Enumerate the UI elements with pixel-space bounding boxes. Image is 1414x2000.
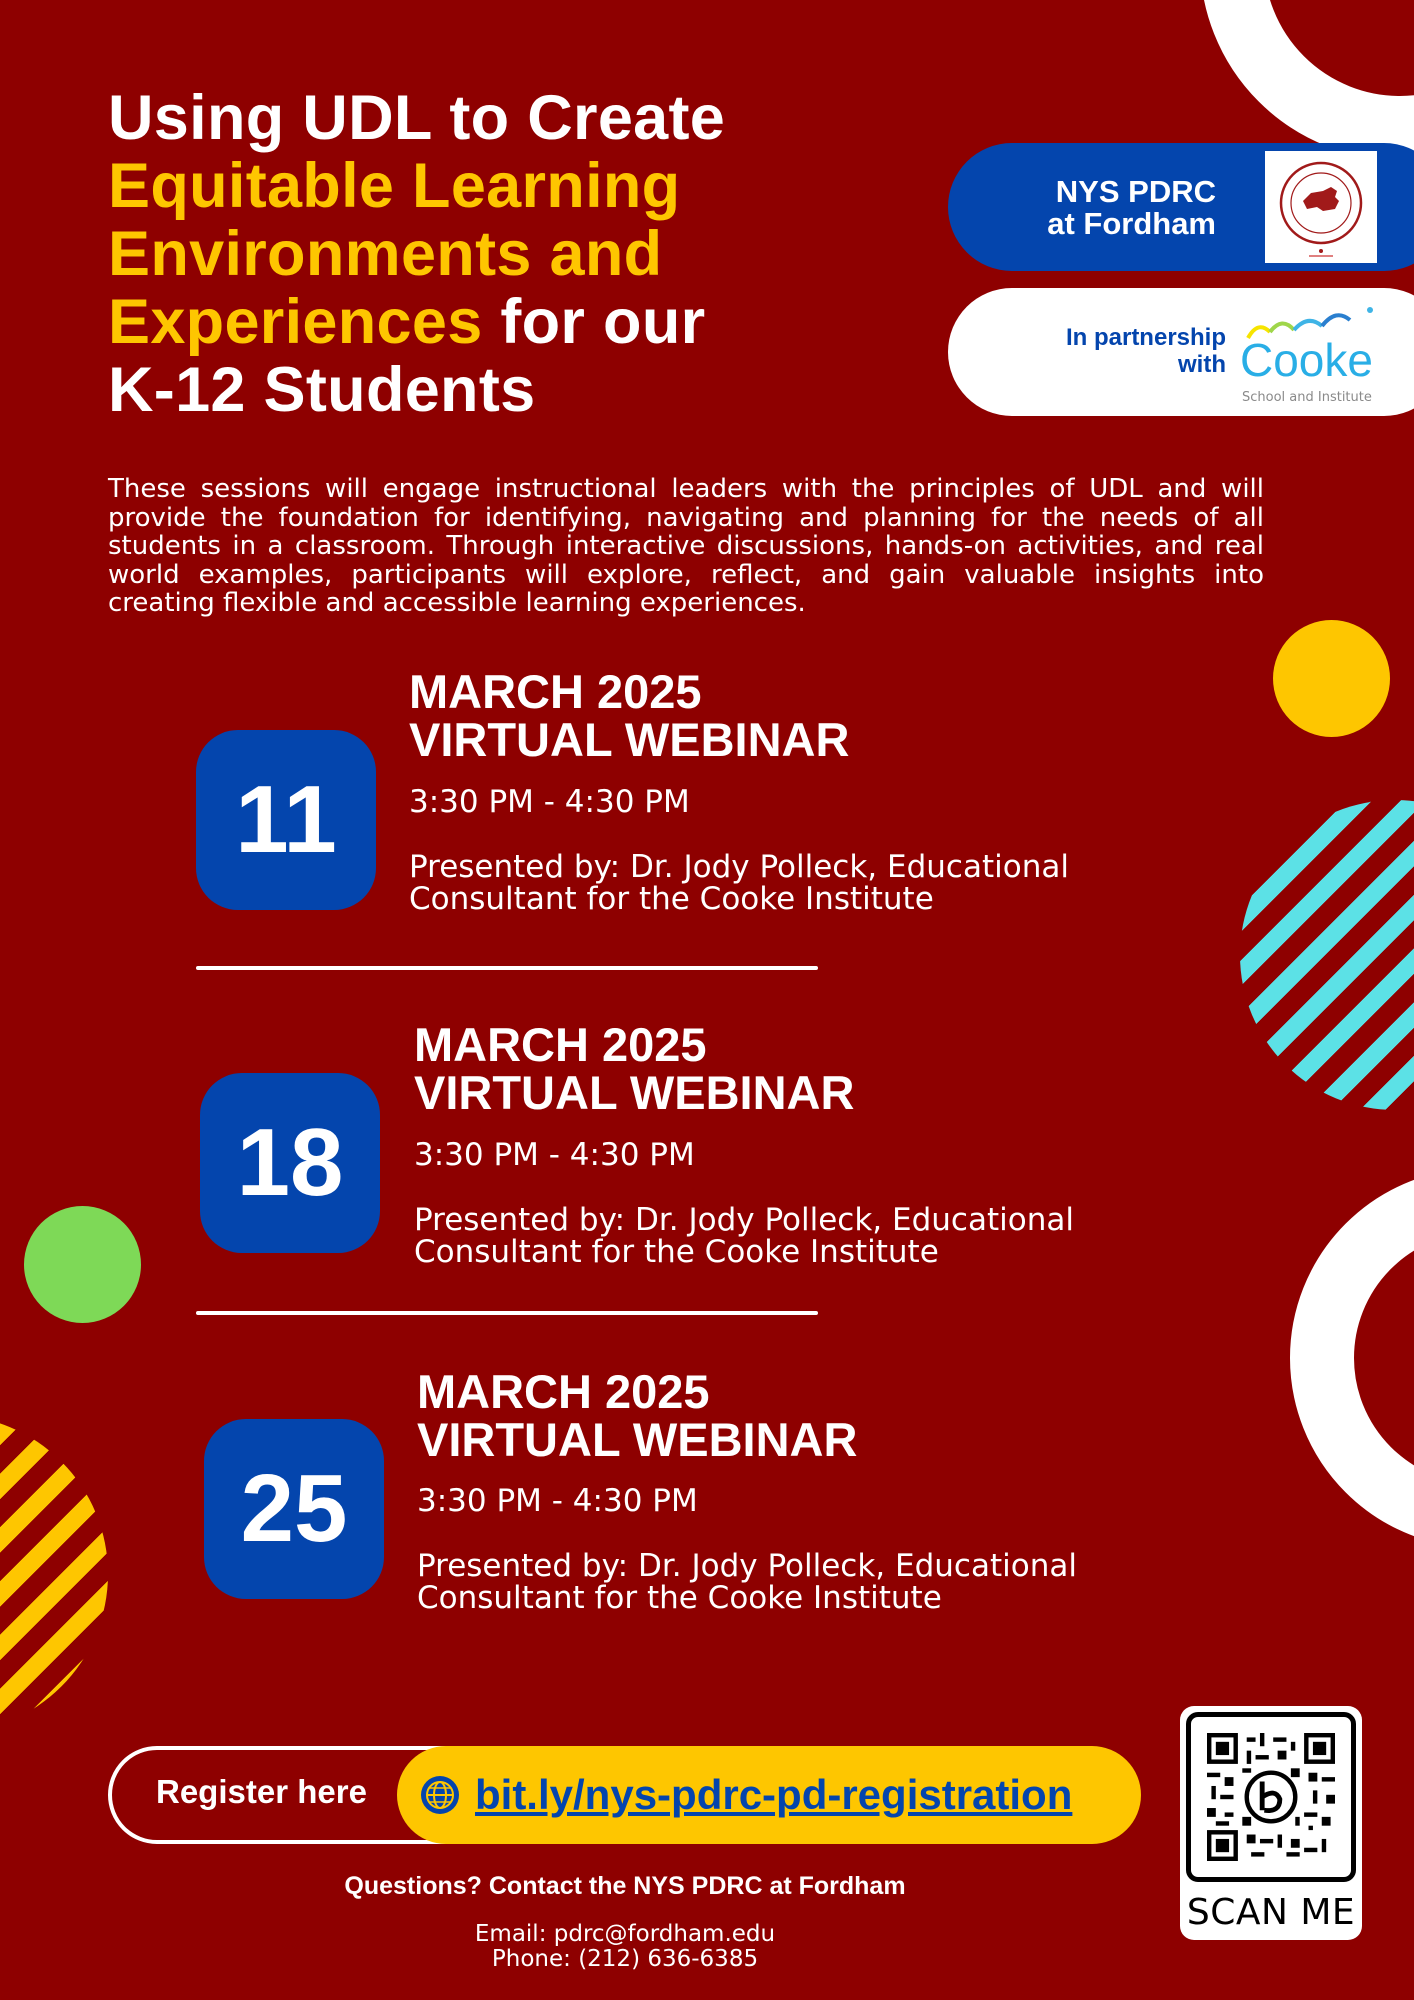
session-month: MARCH 2025 — [417, 1365, 710, 1418]
title-line-2: Equitable Learning — [108, 151, 681, 221]
org-name-line-1: NYS PDRC — [1055, 174, 1216, 209]
qr-card[interactable] — [1180, 1706, 1362, 1940]
contact-email[interactable]: Email: pdrc@fordham.edu — [474, 1921, 776, 1947]
session-heading — [417, 1365, 858, 1466]
partner-line-1: In partnership — [1065, 324, 1226, 351]
session-time: 3:30 PM - 4:30 PM — [414, 1137, 695, 1173]
title-line-1: Using UDL to Create — [108, 83, 726, 153]
session-type: VIRTUAL WEBINAR — [409, 713, 850, 766]
register-label: Register here — [156, 1773, 367, 1810]
decor-white-ring-right — [1290, 1168, 1414, 1548]
contact-phone[interactable]: Phone: (212) 636-6385 — [491, 1946, 759, 1972]
scan-me-label: SCAN ME — [1186, 1892, 1356, 1933]
session-presenter: Presented by: Dr. Jody Polleck, Educational Consultant for the Cooke Institute — [414, 1202, 1074, 1270]
session-heading — [409, 665, 850, 766]
description: These sessions will engage instructional leaders with the principles of UDL and will provide the foundation for identifying, navigating and planning for the needs of all students in a classroom. Through interactive discussions, hands-on activities, and real world examples, participants will explore, reflect, and gain valuable insights into creating flexible and accessible learning experiences. — [108, 474, 1264, 618]
decor-cyan-striped-circle — [1240, 800, 1414, 1110]
partner-line-2: with — [1178, 351, 1226, 378]
decor-yellow-dot — [1273, 620, 1390, 737]
registration-link[interactable]: bit.ly/nys-pdrc-pd-registration — [475, 1771, 1073, 1818]
page-title — [108, 84, 808, 424]
title-line-3: Environments and — [108, 219, 663, 289]
session-date-badge: 18 — [200, 1073, 380, 1253]
fordham-seal-logo — [1265, 151, 1377, 263]
partner-text — [1066, 324, 1226, 378]
register-link-pill[interactable] — [397, 1746, 1141, 1844]
session-time: 3:30 PM - 4:30 PM — [409, 784, 690, 820]
org-name-line-2: at Fordham — [1047, 206, 1216, 241]
session-time: 3:30 PM - 4:30 PM — [417, 1483, 698, 1519]
qr-code-icon — [1207, 1733, 1335, 1861]
title-line-4 — [108, 288, 808, 356]
session-presenter: Presented by: Dr. Jody Polleck, Educational Consultant for the Cooke Institute — [409, 849, 1069, 917]
org-name — [1047, 176, 1216, 240]
cooke-logo-name: Cooke — [1240, 334, 1373, 386]
decor-yellow-striped-circle — [0, 1415, 108, 1733]
qr-frame — [1186, 1712, 1356, 1882]
session-type: VIRTUAL WEBINAR — [414, 1066, 855, 1119]
contact-heading: Questions? Contact the NYS PDRC at Fordham — [344, 1872, 906, 1900]
session-month: MARCH 2025 — [409, 665, 702, 718]
decor-green-dot — [24, 1206, 141, 1323]
cooke-logo — [1236, 296, 1386, 408]
title-line-5: K-12 Students — [108, 355, 536, 425]
title-line-4-rest: for our — [482, 287, 706, 357]
session-date-badge: 11 — [196, 730, 376, 910]
title-highlight: Experiences — [108, 287, 483, 357]
session-divider — [196, 1311, 818, 1315]
decor-white-ring-top — [1200, 0, 1414, 160]
globe-icon — [419, 1774, 461, 1816]
session-presenter: Presented by: Dr. Jody Polleck, Educational Consultant for the Cooke Institute — [417, 1548, 1077, 1616]
session-type: VIRTUAL WEBINAR — [417, 1413, 858, 1466]
org-badge — [948, 143, 1414, 271]
partner-badge — [948, 288, 1414, 416]
session-month: MARCH 2025 — [414, 1018, 707, 1071]
cooke-logo-subtitle: School and Institute — [1242, 390, 1372, 405]
session-divider — [196, 966, 818, 970]
session-heading — [414, 1018, 855, 1119]
session-date-badge: 25 — [204, 1419, 384, 1599]
